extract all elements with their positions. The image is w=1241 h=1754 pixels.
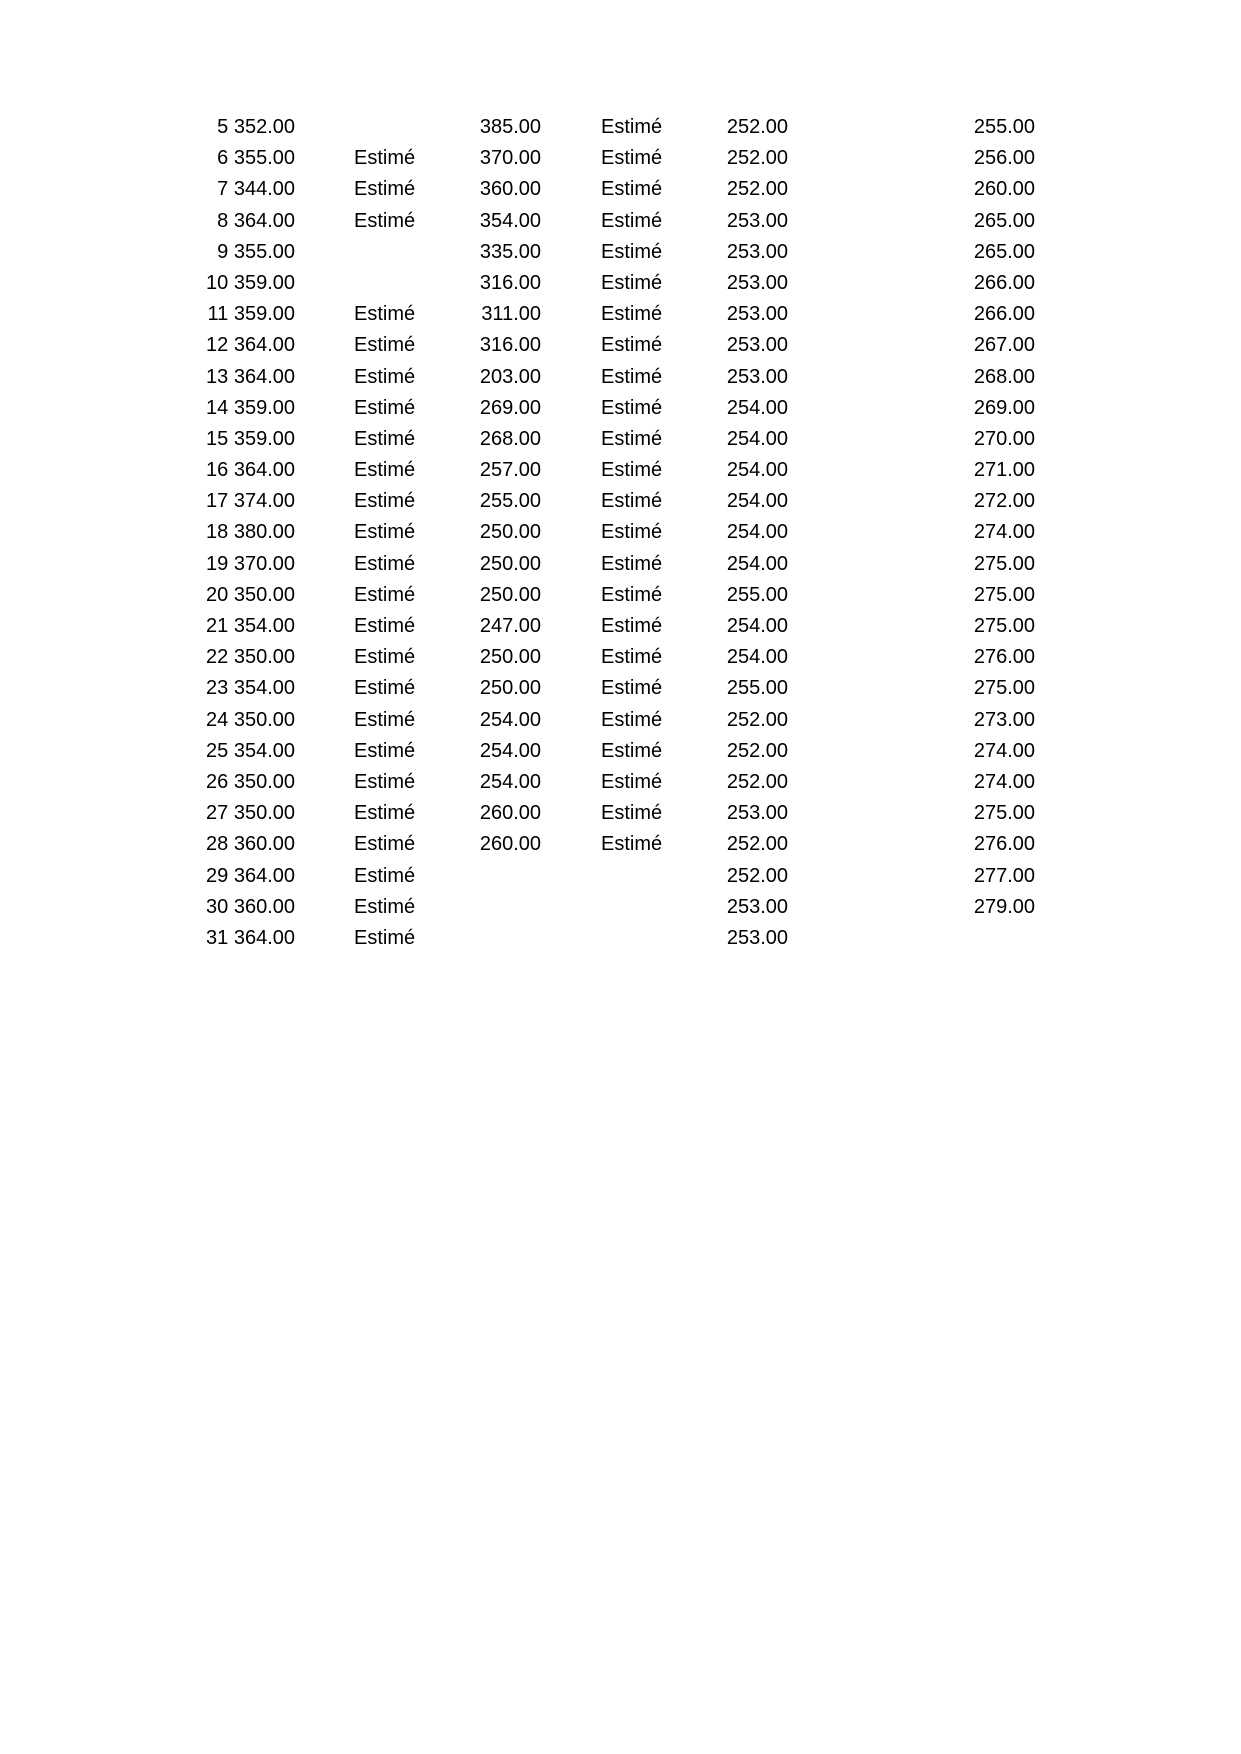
value-cell: 253.00 [726,209,788,232]
table-row [0,673,1241,704]
value-cell: 274.00 [973,739,1035,762]
value-cell: 266.00 [973,303,1035,326]
value-cell: 253.00 [726,240,788,263]
value-cell: 253.00 [726,303,788,326]
value-cell: 354.00 [479,209,541,232]
value-cell: 254.00 [726,490,788,513]
table-row [0,892,1241,923]
value-cell: 252.00 [726,833,788,856]
day-value-cell: 21 354.00 [206,615,295,637]
value-cell: 253.00 [726,926,788,949]
estimate-flag-cell: Estimé [354,178,416,201]
day-value-cell: 30 360.00 [206,895,295,918]
table-row [0,705,1241,736]
table-row [0,424,1241,455]
value-cell: 254.00 [726,396,788,419]
estimate-flag-cell: Estimé [354,209,416,232]
day-value-cell: 24 350.00 [206,708,295,731]
table-row [0,330,1241,361]
value-cell: 252.00 [726,178,788,201]
estimate-flag-cell: Estimé [601,583,663,606]
estimate-flag-cell: Estimé [601,739,663,762]
estimate-flag-cell: Estimé [354,303,416,326]
table-row [0,206,1241,237]
table-row [0,580,1241,611]
value-cell: 254.00 [726,459,788,482]
value-cell: 275.00 [973,615,1035,637]
value-cell: 255.00 [973,116,1035,138]
value-cell: 250.00 [479,583,541,606]
value-cell: 254.00 [726,615,788,637]
value-cell: 276.00 [973,646,1035,669]
estimate-flag-cell: Estimé [601,521,663,544]
value-cell: 257.00 [479,459,541,482]
table-row [0,174,1241,205]
estimate-flag-cell: Estimé [354,147,416,170]
value-cell: 268.00 [479,427,541,450]
value-cell: 270.00 [973,427,1035,450]
estimate-flag-cell: Estimé [354,583,416,606]
value-cell: 250.00 [479,521,541,544]
estimate-flag-cell: Estimé [601,833,663,856]
value-cell: 277.00 [973,864,1035,887]
table-row [0,268,1241,299]
day-value-cell: 26 350.00 [206,770,295,793]
estimate-flag-cell: Estimé [354,895,416,918]
estimate-flag-cell: Estimé [601,770,663,793]
estimate-flag-cell: Estimé [354,365,416,388]
value-cell: 269.00 [479,396,541,419]
value-cell: 260.00 [479,833,541,856]
table-row [0,237,1241,268]
day-value-cell: 12 364.00 [206,334,295,357]
estimate-flag-cell: Estimé [354,677,416,700]
day-value-cell: 31 364.00 [206,926,295,949]
value-cell: 276.00 [973,833,1035,856]
day-value-cell: 17 374.00 [206,490,295,513]
day-value-cell: 9 355.00 [217,240,295,263]
value-cell: 275.00 [973,677,1035,700]
value-cell: 269.00 [973,396,1035,419]
value-cell: 255.00 [726,583,788,606]
value-cell: 252.00 [726,708,788,731]
value-cell: 254.00 [726,427,788,450]
table-row [0,611,1241,642]
value-cell: 266.00 [973,271,1035,294]
value-cell: 254.00 [726,552,788,575]
estimate-flag-cell: Estimé [601,116,663,138]
day-value-cell: 7 344.00 [217,178,295,201]
value-cell: 254.00 [479,770,541,793]
day-value-cell: 16 364.00 [206,459,295,482]
value-cell: 250.00 [479,677,541,700]
value-cell: 279.00 [973,895,1035,918]
day-value-cell: 20 350.00 [206,583,295,606]
value-cell: 271.00 [973,459,1035,482]
value-cell: 252.00 [726,770,788,793]
day-value-cell: 18 380.00 [206,521,295,544]
value-cell: 260.00 [973,178,1035,201]
estimate-flag-cell: Estimé [601,147,663,170]
table-row [0,829,1241,860]
day-value-cell: 19 370.00 [206,552,295,575]
value-cell: 254.00 [726,521,788,544]
estimate-flag-cell: Estimé [601,240,663,263]
value-cell: 247.00 [479,615,541,637]
estimate-flag-cell: Estimé [601,303,663,326]
value-cell: 252.00 [726,147,788,170]
day-value-cell: 6 355.00 [217,147,295,170]
estimate-flag-cell: Estimé [354,708,416,731]
day-value-cell: 14 359.00 [206,396,295,419]
value-cell: 260.00 [479,802,541,825]
value-cell: 275.00 [973,552,1035,575]
estimate-flag-cell: Estimé [601,708,663,731]
estimate-flag-cell: Estimé [354,615,416,637]
value-cell: 268.00 [973,365,1035,388]
table-row [0,923,1241,954]
day-value-cell: 22 350.00 [206,646,295,669]
value-cell: 253.00 [726,802,788,825]
table-row [0,299,1241,330]
estimate-flag-cell: Estimé [601,615,663,637]
value-cell: 273.00 [973,708,1035,731]
estimate-flag-cell: Estimé [601,677,663,700]
value-cell: 360.00 [479,178,541,201]
estimate-flag-cell: Estimé [354,552,416,575]
estimate-flag-cell: Estimé [354,864,416,887]
value-cell: 385.00 [479,116,541,138]
estimate-flag-cell: Estimé [601,209,663,232]
estimate-flag-cell: Estimé [601,365,663,388]
estimate-flag-cell: Estimé [354,646,416,669]
value-cell: 250.00 [479,552,541,575]
estimate-flag-cell: Estimé [601,802,663,825]
value-cell: 311.00 [481,303,541,326]
estimate-flag-cell: Estimé [601,271,663,294]
day-value-cell: 25 354.00 [206,739,295,762]
estimate-flag-cell: Estimé [354,521,416,544]
value-cell: 274.00 [973,521,1035,544]
value-cell: 255.00 [726,677,788,700]
table-row [0,362,1241,393]
table-row [0,455,1241,486]
day-value-cell: 27 350.00 [206,802,295,825]
table-row [0,642,1241,673]
table-row [0,798,1241,829]
value-cell: 272.00 [973,490,1035,513]
value-cell: 254.00 [726,646,788,669]
table-row [0,549,1241,580]
value-cell: 253.00 [726,334,788,357]
estimate-flag-cell: Estimé [354,396,416,419]
estimate-flag-cell: Estimé [601,334,663,357]
table-row [0,486,1241,517]
estimate-flag-cell: Estimé [354,926,416,949]
table-row [0,112,1241,143]
estimate-flag-cell: Estimé [354,802,416,825]
day-value-cell: 15 359.00 [206,427,295,450]
estimate-flag-cell: Estimé [354,739,416,762]
value-cell: 250.00 [479,646,541,669]
day-value-cell: 11 359.00 [207,303,295,326]
value-cell: 370.00 [479,147,541,170]
estimate-flag-cell: Estimé [354,334,416,357]
value-cell: 256.00 [973,147,1035,170]
value-cell: 267.00 [973,334,1035,357]
day-value-cell: 13 364.00 [206,365,295,388]
value-cell: 253.00 [726,895,788,918]
table-row [0,393,1241,424]
data-table [0,112,1241,954]
value-cell: 316.00 [479,271,541,294]
value-cell: 254.00 [479,739,541,762]
estimate-flag-cell: Estimé [354,427,416,450]
day-value-cell: 23 354.00 [206,677,295,700]
estimate-flag-cell: Estimé [601,427,663,450]
table-row [0,736,1241,767]
estimate-flag-cell: Estimé [601,490,663,513]
day-value-cell: 29 364.00 [206,864,295,887]
estimate-flag-cell: Estimé [354,833,416,856]
day-value-cell: 10 359.00 [206,271,295,294]
estimate-flag-cell: Estimé [601,459,663,482]
table-row [0,767,1241,798]
value-cell: 203.00 [479,365,541,388]
value-cell: 252.00 [726,116,788,138]
estimate-flag-cell: Estimé [601,646,663,669]
value-cell: 275.00 [973,802,1035,825]
value-cell: 274.00 [973,770,1035,793]
value-cell: 252.00 [726,739,788,762]
estimate-flag-cell: Estimé [354,770,416,793]
day-value-cell: 5 352.00 [217,116,295,138]
table-row [0,143,1241,174]
value-cell: 252.00 [726,864,788,887]
value-cell: 265.00 [973,240,1035,263]
estimate-flag-cell: Estimé [601,552,663,575]
value-cell: 253.00 [726,365,788,388]
estimate-flag-cell: Estimé [354,459,416,482]
value-cell: 275.00 [973,583,1035,606]
day-value-cell: 28 360.00 [206,833,295,856]
value-cell: 254.00 [479,708,541,731]
value-cell: 255.00 [479,490,541,513]
value-cell: 253.00 [726,271,788,294]
table-row [0,517,1241,548]
estimate-flag-cell: Estimé [354,490,416,513]
estimate-flag-cell: Estimé [601,178,663,201]
value-cell: 265.00 [973,209,1035,232]
table-row [0,861,1241,892]
value-cell: 316.00 [479,334,541,357]
value-cell: 335.00 [479,240,541,263]
day-value-cell: 8 364.00 [217,209,295,232]
estimate-flag-cell: Estimé [601,396,663,419]
